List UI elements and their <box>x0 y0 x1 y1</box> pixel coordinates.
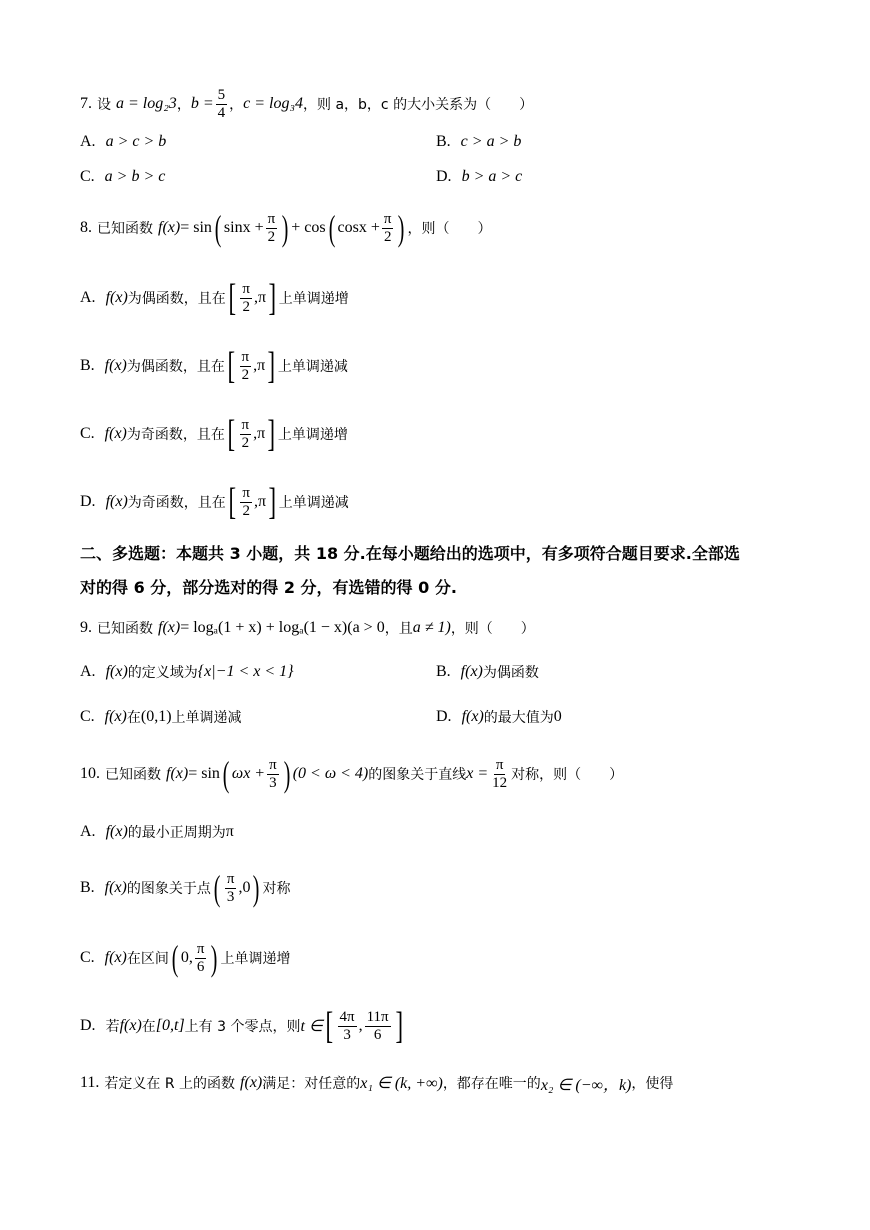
q8-option-b[interactable]: B. f(x) 为偶函数，且在 [ $\frac{\pi}{2}$ ,π ] 上单调递减 <box>80 345 348 387</box>
q10-stem: 10. 已知函数 f(x) = sin ( ωx + $\frac{\pi}{3}$ ) (0 < ω < 4) 的图象关于直线 x = $\frac{\pi}{12}$ 对称，则（ ） <box>80 754 624 794</box>
q10-option-d[interactable]: D. 若 f(x) 在 [0,t] 上有 3 个零点，则 t ∈ [ $\frac{4\pi}{3}$ , $\frac{11\pi}{6}$ ] <box>80 1005 403 1047</box>
q7-stem-tail: ，则 a，b，c 的大小关系为（ ） <box>303 97 534 113</box>
section-heading-line2: 对的得 6 分，部分选对的得 2 分，有选错的得 0 分. <box>80 578 457 597</box>
q7-option-c[interactable]: C. a > b > c <box>80 168 166 185</box>
q9-option-b[interactable]: B. f(x) 为偶函数 <box>436 663 539 681</box>
section-heading-line1: 二、多选题：本题共 3 小题，共 18 分.在每小题给出的选项中，有多项符合题目要求.全部选 <box>80 544 740 563</box>
q7-number: 7. <box>80 95 92 112</box>
q8-stem: 8. 已知函数 f(x) = sin ( sinx + $\frac{\pi}{2}$ ) + cos ( cosx + $\frac{\pi}{2}$ ) ，则（ ） <box>80 208 492 248</box>
q9-option-c[interactable]: C. f(x) 在 (0,1) 上单调递减 <box>80 708 242 726</box>
section-heading <box>80 537 800 605</box>
q8-option-d[interactable]: D. f(x) 为奇函数，且在 [ $\frac{\pi}{2}$ ,π ] 上单调递减 <box>80 481 349 523</box>
q7-a-expr: a = log₂3 <box>116 95 177 112</box>
q8-option-a[interactable]: A. f(x) 为偶函数，且在 [ $\frac{\pi}{2}$ ,π ] 上单调递增 <box>80 277 349 319</box>
q7-option-b[interactable]: B. c > a > b <box>436 133 522 150</box>
q7-b-expr: b = <box>190 95 214 112</box>
q9-option-d[interactable]: D. f(x) 的最大值为 0 <box>436 708 562 726</box>
q7-stem: 7. 设 a = log₂3 ， b = $\frac{5}{4}$ ， c = log₃4 ，则 a，b，c 的大小关系为（ ） <box>80 86 534 121</box>
q7-stem-head: 设 <box>97 97 111 113</box>
q11-stem: 11. 若定义在 R 上的函数 f(x) 满足：对任意的 x₁ ∈ (k, +∞) ，都存在唯一的 x₂ ∈ (−∞，k) ，使得 <box>80 1074 674 1094</box>
q9-option-a[interactable]: A. f(x) 的定义域为 {x|−1 < x < 1} <box>80 663 294 681</box>
q10-option-c[interactable]: C. f(x) 在区间 ( 0, $\frac{\pi}{6}$ ) 上单调递增 <box>80 938 291 978</box>
q7-option-a[interactable]: A. a > c > b <box>80 133 167 150</box>
q8-option-c[interactable]: C. f(x) 为奇函数，且在 [ $\frac{\pi}{2}$ ,π ] 上单调递增 <box>80 413 348 455</box>
q7-b-fraction: $\frac{5}{4}$ <box>217 86 226 121</box>
q9-stem: 9. 已知函数 f(x) = logₐ(1 + x) + logₐ(1 − x)(a > 0 ，且 a ≠ 1) ，则（ ） <box>80 619 535 637</box>
q10-option-a[interactable]: A. f(x) 的最小正周期为 π <box>80 823 234 841</box>
q10-option-b[interactable]: B. f(x) 的图象关于点 ( $\frac{\pi}{3}$ ,0 ) 对称 <box>80 868 291 908</box>
q7-c-expr: c = log₃4 <box>243 95 304 112</box>
q7-option-d[interactable]: D. b > a > c <box>436 168 523 185</box>
